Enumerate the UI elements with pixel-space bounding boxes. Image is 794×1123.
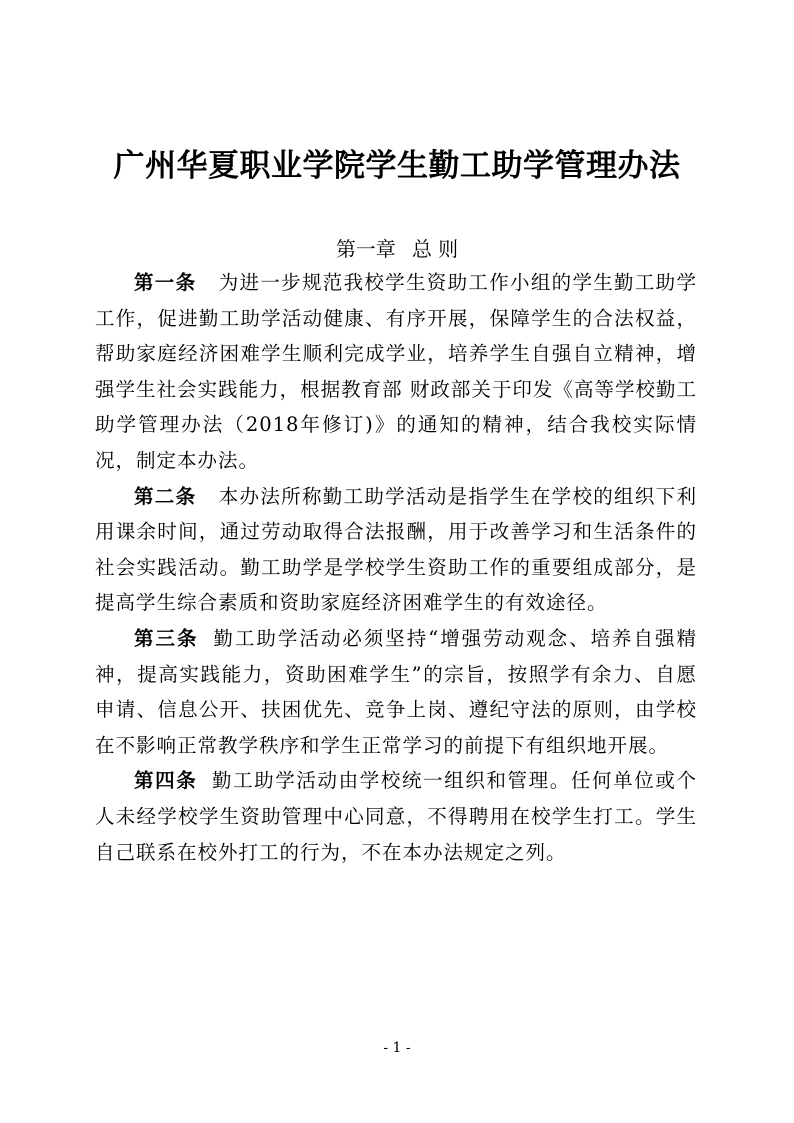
article-label: 第三条 (134, 626, 199, 650)
article-4 (95, 763, 697, 870)
document-title: 广州华夏职业学院学生勤工助学管理办法 (113, 148, 681, 184)
chapter-name: 总 则 (411, 237, 459, 261)
article-label: 第四条 (134, 769, 198, 793)
article-label: 第二条 (134, 484, 197, 508)
document-body (95, 265, 697, 870)
article-2 (95, 479, 697, 621)
article-1 (95, 265, 697, 479)
article-text: 勤工助学活动由学校统一组织和管理。任何单位或个人未经学校学生资助管理中心同意，不得聘用在校学生打工。学生自己联系在校外打工的行为，不在本办法规定之列。 (95, 769, 697, 864)
article-text: 本办法所称勤工助学活动是指学生在学校的组织下利用课余时间，通过劳动取得合法报酬，用于改善学习和生活条件的社会实践活动。勤工助学是学校学生资助工作的重要组成部分，是提高学生综合素质和资助家庭经济困难学生的有效途径。 (95, 484, 697, 615)
page-number: - 1 - (383, 1040, 411, 1056)
article-text: 为进一步规范我校学生资助工作小组的学生勤工助学工作，促进勤工助学活动健康、有序开展，保障学生的合法权益，帮助家庭经济困难学生顺利完成学业，培养学生自强自立精神，增强学生社会实践能力，根据教育部 财政部关于印发《高等学校勤工助学管理办法（2018年修订)》的通知的精神，结合我校实际情况，制定本办法。 (95, 271, 697, 472)
article-3 (95, 621, 697, 763)
article-text: 勤工助学活动必须坚持“增强劳动观念、培养自强精神，提高实践能力，资助困难学生”的宗旨，按照学有余力、自愿申请、信息公开、扶困优先、竞争上岗、遵纪守法的原则，由学校在不影响正常教学秩序和学生正常学习的前提下有组织地开展。 (95, 626, 697, 757)
chapter-heading (0, 233, 794, 262)
chapter-number: 第一章 (335, 237, 396, 261)
article-label: 第一条 (134, 271, 197, 294)
